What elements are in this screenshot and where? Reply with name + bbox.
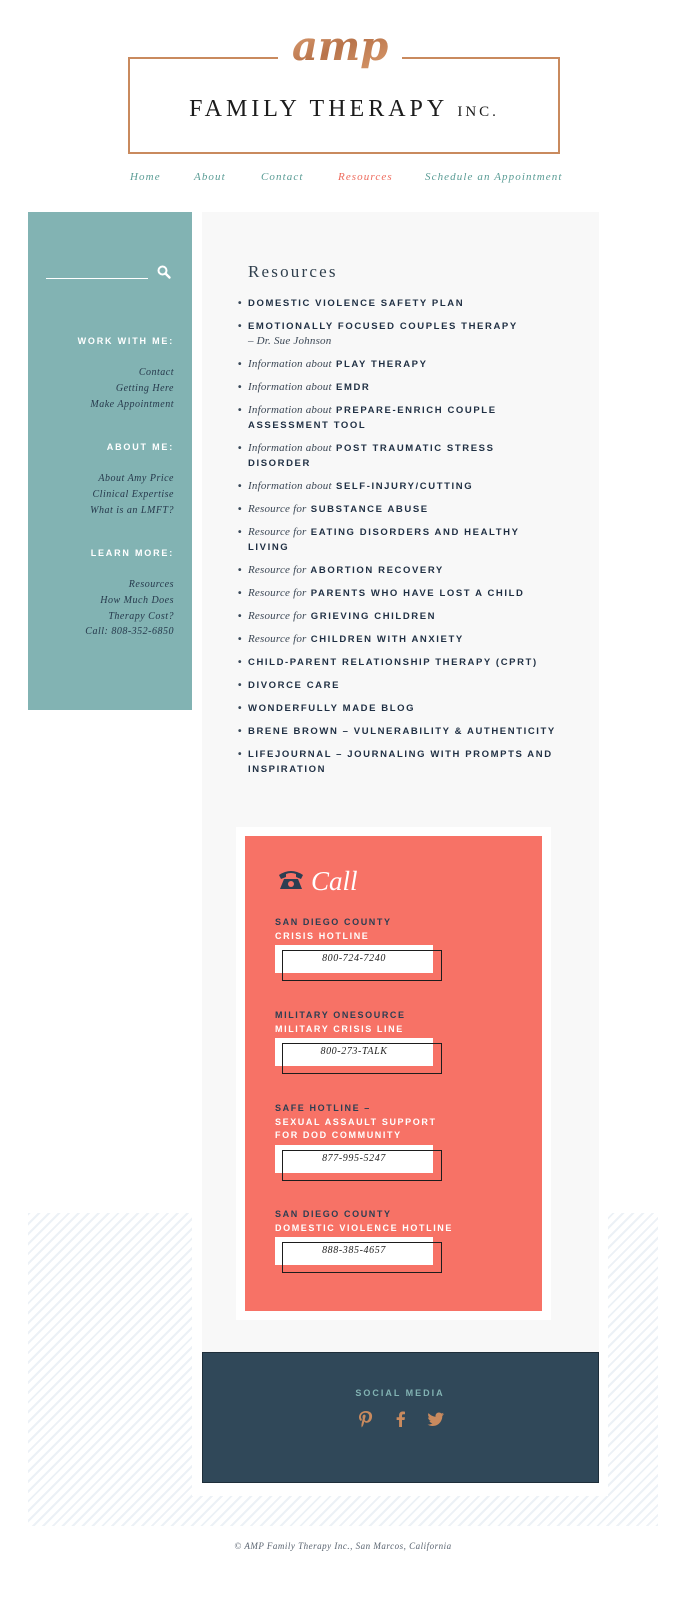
resource-item[interactable]	[238, 586, 558, 601]
resource-item[interactable]	[238, 380, 558, 395]
nav-about[interactable]: About	[194, 171, 226, 183]
resource-link[interactable]: EMOTIONALLY FOCUSED COUPLES THERAPY	[248, 321, 518, 332]
hotline-org: MILITARY ONESOURCE	[275, 1010, 406, 1020]
nav-contact[interactable]: Contact	[261, 171, 304, 183]
social-title: SOCIAL MEDIA	[355, 1388, 445, 1398]
resource-link[interactable]: PARENTS WHO HAVE LOST A CHILD	[310, 588, 525, 599]
brand-title: FAMILY THERAPY INC.	[189, 96, 499, 122]
sidebar-link-call[interactable]: Call: 808-352-6850	[85, 626, 174, 637]
nav-home[interactable]: Home	[130, 171, 161, 183]
resource-link[interactable]: POST TRAUMATIC STRESS DISORDER	[248, 443, 495, 469]
main-nav	[0, 171, 700, 189]
page-title: Resources	[248, 262, 338, 281]
hotline-label	[275, 1208, 453, 1235]
hotline-service: DOMESTIC VIOLENCE HOTLINE	[275, 1222, 454, 1233]
resource-item[interactable]	[238, 525, 558, 555]
resource-item[interactable]	[238, 296, 558, 311]
resource-item[interactable]	[238, 609, 558, 624]
resource-item[interactable]	[238, 563, 558, 578]
resource-prefix: Information about	[248, 404, 332, 416]
telephone-icon	[277, 867, 305, 891]
resource-link[interactable]: CHILD-PARENT RELATIONSHIP THERAPY (CPRT)	[248, 657, 538, 668]
footer-copyright: © AMP Family Therapy Inc., San Marcos, California	[234, 1541, 452, 1551]
hotline-service: MILITARY CRISIS LINE	[275, 1023, 404, 1034]
resource-link[interactable]: ABORTION RECOVERY	[310, 565, 444, 576]
resource-item[interactable]	[238, 479, 558, 494]
hotline-org: SAN DIEGO COUNTY	[275, 917, 392, 927]
facebook-icon[interactable]	[391, 1409, 411, 1429]
resource-item[interactable]	[238, 632, 558, 647]
resource-item[interactable]	[238, 502, 558, 517]
phone-number[interactable]: 877-995-5247	[322, 1152, 386, 1164]
resources-list	[238, 296, 558, 785]
hotline-org: SAN DIEGO COUNTY	[275, 1209, 392, 1219]
resource-link[interactable]: GRIEVING CHILDREN	[310, 611, 437, 622]
hotline-org: SAFE HOTLINE –	[275, 1103, 371, 1113]
resource-link[interactable]: LIFEJOURNAL – JOURNALING WITH PROMPTS AND INSPIRATION	[248, 749, 553, 775]
resource-prefix: Resource for	[248, 587, 307, 599]
resource-link[interactable]: CHILDREN WITH ANXIETY	[310, 634, 464, 645]
sidebar-link-cost-1[interactable]: How Much Does	[100, 595, 174, 606]
sidebar-heading-about: ABOUT ME:	[106, 442, 174, 452]
resource-link[interactable]: SUBSTANCE ABUSE	[310, 504, 429, 515]
svg-text:amp: amp	[292, 23, 389, 70]
pinterest-icon[interactable]	[356, 1409, 376, 1429]
resource-item[interactable]	[238, 747, 558, 777]
resource-link[interactable]: WONDERFULLY MADE BLOG	[248, 703, 416, 714]
resource-prefix: Information about	[248, 442, 332, 454]
resource-prefix: Information about	[248, 358, 332, 370]
resource-link[interactable]: EMDR	[336, 382, 371, 393]
sidebar-link-what-is-lmft[interactable]: What is an LMFT?	[90, 505, 174, 516]
search-icon[interactable]	[156, 264, 172, 280]
hotline-service: SEXUAL ASSAULT SUPPORT	[275, 1116, 437, 1127]
phone-number[interactable]: 888-385-4657	[322, 1245, 386, 1256]
hotline-service: FOR DOD COMMUNITY	[275, 1130, 402, 1140]
resource-prefix: Resource for	[248, 564, 307, 576]
resource-link[interactable]: DIVORCE CARE	[248, 680, 341, 691]
nav-resources[interactable]: Resources	[338, 171, 393, 183]
resource-link[interactable]: SELF-INJURY/CUTTING	[336, 481, 474, 492]
call-title: Call	[311, 866, 358, 896]
resource-prefix: Resource for	[248, 503, 307, 515]
hotline-service: CRISIS HOTLINE	[275, 930, 370, 941]
sidebar-link-make-appointment[interactable]: Make Appointment	[90, 399, 174, 410]
resource-item[interactable]	[238, 403, 558, 433]
sidebar-heading-work: WORK WITH ME:	[77, 336, 174, 346]
resource-author: – Dr. Sue Johnson	[248, 335, 332, 347]
sidebar-link-cost-2[interactable]: Therapy Cost?	[108, 611, 174, 622]
resource-item[interactable]	[238, 441, 558, 471]
nav-schedule[interactable]: Schedule an Appointment	[425, 171, 563, 183]
resource-link[interactable]: PREPARE-ENRICH COUPLE ASSESSMENT TOOL	[248, 405, 497, 431]
twitter-icon[interactable]	[426, 1409, 446, 1429]
resource-prefix: Information about	[248, 480, 332, 492]
phone-number[interactable]: 800-273-TALK	[320, 1046, 388, 1057]
resource-prefix: Resource for	[248, 633, 307, 645]
search-input[interactable]	[46, 278, 148, 279]
sidebar-link-about-amy[interactable]: About Amy Price	[98, 473, 174, 484]
resource-link[interactable]: PLAY THERAPY	[336, 359, 428, 370]
sidebar-link-getting-here[interactable]: Getting Here	[115, 383, 174, 394]
resource-prefix: Information about	[248, 381, 332, 393]
resource-prefix: Resource for	[248, 526, 307, 538]
sidebar	[28, 212, 192, 710]
hotline-label	[275, 1009, 406, 1036]
sidebar-link-contact[interactable]: Contact	[138, 367, 174, 378]
resource-link[interactable]: EATING DISORDERS AND HEALTHY LIVING	[248, 527, 520, 553]
hotline-label	[275, 1102, 437, 1143]
resource-item[interactable]	[238, 357, 558, 372]
sidebar-link-clinical-expertise[interactable]: Clinical Expertise	[92, 489, 174, 500]
resource-link[interactable]: DOMESTIC VIOLENCE SAFETY PLAN	[248, 298, 465, 309]
resource-item[interactable]	[238, 701, 558, 716]
resource-link[interactable]: BRENE BROWN – VULNERABILITY & AUTHENTICITY	[248, 726, 556, 737]
phone-number[interactable]: 800-724-7240	[322, 953, 386, 964]
resource-item[interactable]	[238, 319, 558, 349]
logo-mark[interactable]	[286, 22, 414, 82]
resource-prefix: Resource for	[248, 610, 307, 622]
resource-item[interactable]	[238, 678, 558, 693]
sidebar-link-resources[interactable]: Resources	[128, 579, 174, 590]
resource-item[interactable]	[238, 724, 558, 739]
hotline-label	[275, 916, 392, 943]
resource-item[interactable]	[238, 655, 558, 670]
sidebar-heading-learn: LEARN MORE:	[90, 548, 174, 558]
